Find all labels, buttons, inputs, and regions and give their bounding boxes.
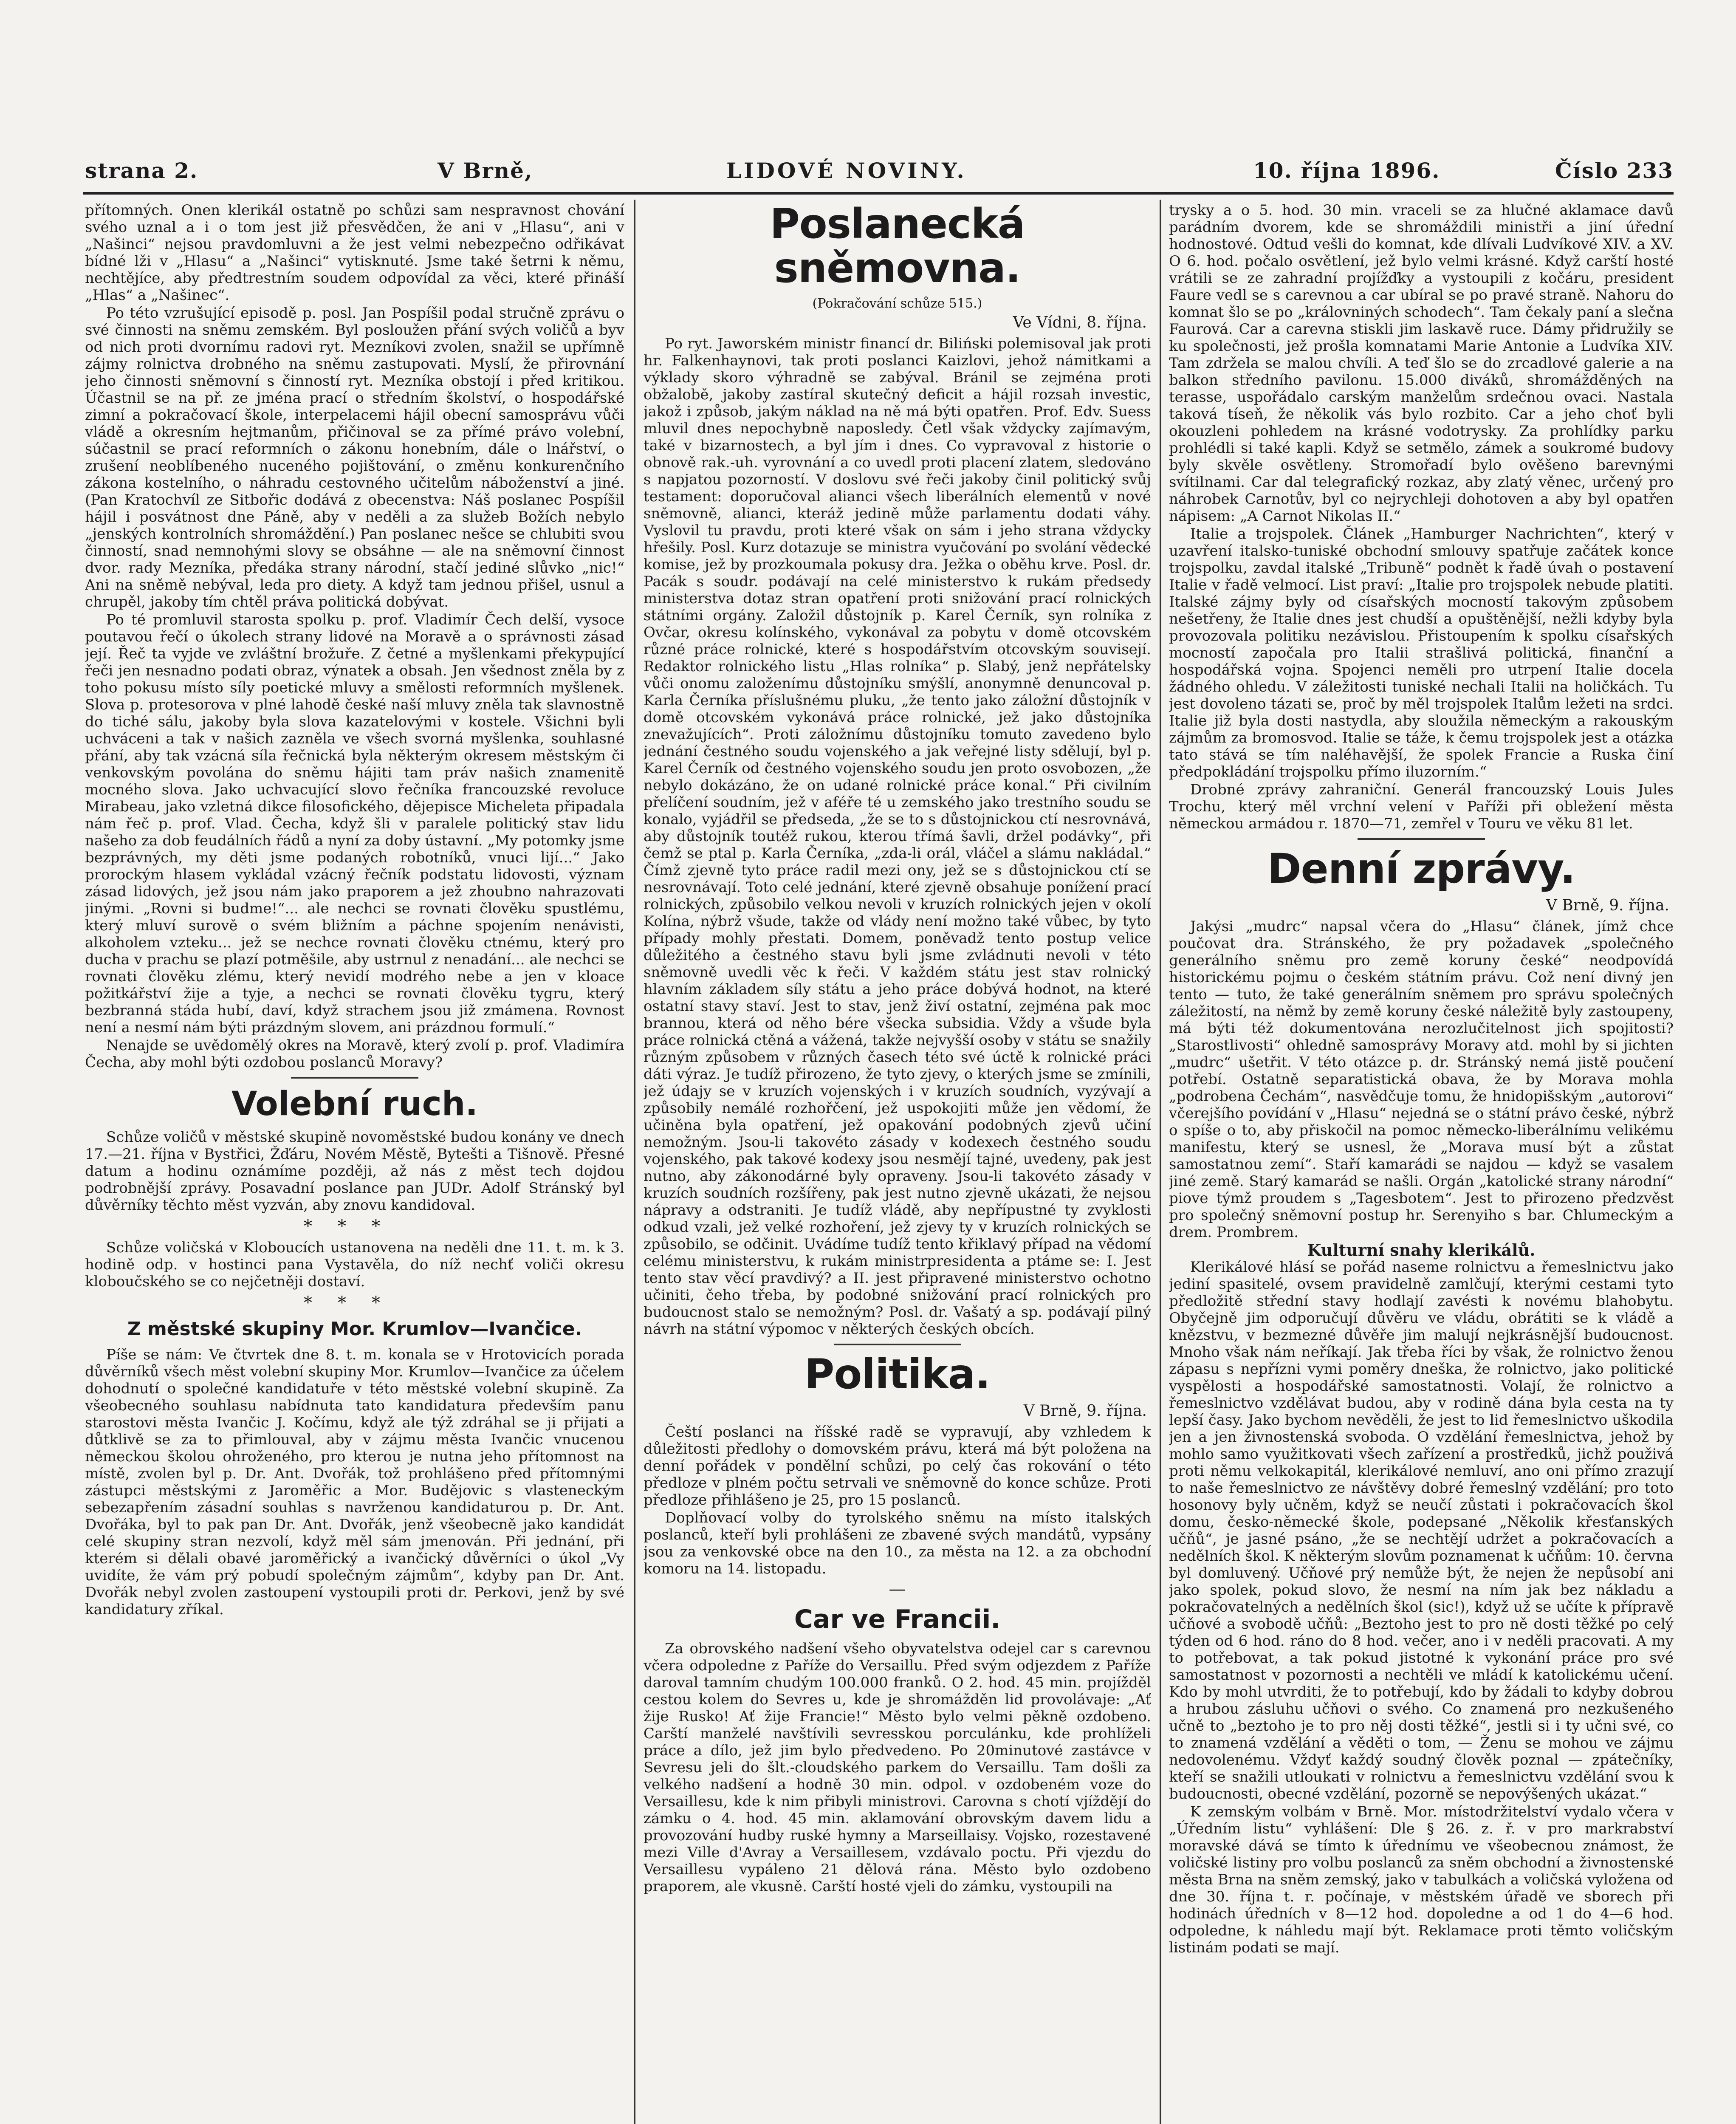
article-text: Píše se nám: Ve čtvrtek dne 8. t. m. konala se v Hrotovicích porada důvěrníků všech měst volební skupiny Mor. Krumlov—Ivančice za účelem dohodnutí o společné kandidatuře v této městské volební skupině. Za všeobecného souhlasu nabídnuta tato kandidatura především panu starostovi města Ivančic J. Kočímu, když ale týž zdráhal se ji přijati a důtklivě se za to přimlouval, aby v zájmu města Ivančic vnucenou německou školou ohroženého, pro kterou je nutna jeho přítomnost na místě, zvolen byl p. Dr. Ant. Dvořák, tož prohlášeno před přítomnými zástupci městskými z Jaroměřic a Mor. Budějovic s vlasteneckým sebezapřením zásadní souhlas s navrženou kandidaturou p. Dr. Ant. Dvořáka, byl to pak pan Dr. Ant. Dvořák, jenž všeobecně jako kandidát celé skupiny stran nezvolí, když měl sám jmenován. Při jednání, při kterém si dělali obavé jaroměřický a ivančický důvěrníci o úkol „Vy uvidíte, že vám prý pobudí společným zájmům“, kdyby pan Dr. Ant. Dvořák nebyl zvolen zastoupení vystoupili proti dr. Perkovi, jenž by své kandidatury zříkal. xyxy=(85,1346,624,1618)
section-rule xyxy=(291,1077,418,1079)
section-heading-politika: Politika. xyxy=(804,1350,990,1398)
masthead: LIDOVÉ NOVINY. xyxy=(726,158,967,183)
article-text: Po té promluvil starosta spolku p. prof. Vladimír Čech delší, vysoce poutavou řečí o úkolech strany lidové na Moravě a o správnosti zásad její. Řeč ta vyjde ve zvláštní brožuře. Z četné a myšlenkami překypující řeči jen nesnadno podati obraz, výnatek a obsah. Jen všednost zněla by z toho pokusu místo síly poetické mluvy a smělosti reformních myšlenek. Slova p. protesorova v plné lahodě české naší mluvy zněla tak slavnostně do tiché sálu, jakoby byla slova kazatelovými v kostele. Všichni byli uchváceni a tak v našich zazněla ve všech svorná myšlenka, souhlasné přání, aby tak vzácná síla řečnická byla některým okresem městským či venkovským povolána do sněmu hájiti tam práv našich znamenitě mocného slova. Jako uchvacující slovo řečníka francouzské revoluce Mirabeau, jako vzletná dikce filosofického, dějepisce Micheleta připadala nám řeč p. prof. Vlad. Čecha, když šli v paralele politický stav lidu našeho za dob feudálních řádů a nyní za doby ústavní. „My potomky jsme bezprávných, my děti jsme podaných robotníků, vnuci lijí...“ Jako prorockým hlasem vykládal vzácný řečník podstatu lidovosti, význam zásad lidových, jež jsou nám jako praporem a jež zhoubno nahrazovati jinými. „Rovni si budme!“... ale nechci se rovnati člověku spustlému, který mluví surově o svém bližním a páchne spojením nenávisti, alkoholem vzteku... jež se nechce rovnati člověku ctnému, který pro ducha v prachu se plazí potměšile, aby ustrnul z nenadání... ale nechci se rovnati člověku zlému, který nevidí modrého nebe a jen v kloace požitkářství žije a tyje, a nechci se rovnati člověku tygru, který bezbranná stáda hubí, daví, když strachem jsou již zmámena. Rovnost není a nesmí nám býti prázdným slovem, ani prázdnou formulí.“ xyxy=(85,611,624,1036)
article-text: Drobné zprávy zahraniční. Generál francouzský Louis Jules Trochu, který měl vrchní velení v Paříži při obležení města německou armádou r. 1870—71, zemřel v Touru ve věku 81 let. xyxy=(1169,781,1674,832)
section-heading-denni: Denní zprávy. xyxy=(1267,845,1575,893)
separator-dash: — xyxy=(889,1579,906,1599)
article-text: Nenajde se uvědomělý okres na Moravě, který zvolí p. prof. Vladimíra Čecha, aby mohl býti ozdobou poslanců Moravy? xyxy=(85,1037,624,1071)
article-text: Doplňovací volby do tyrolského sněmu na místo italských poslanců, kteří byli prohlášeni ze zbavené svých mandátů, vypsány jsou za venkovské obce na den 10., za města na 12. a za obchodní komoru na 14. listopadu. xyxy=(644,1509,1151,1577)
page-label: strana 2. xyxy=(85,158,198,183)
column-3 xyxy=(1169,202,1674,2124)
section-rule xyxy=(834,1344,961,1345)
column-2 xyxy=(644,202,1151,2124)
header-rule xyxy=(83,192,1674,195)
article-text: Čeští poslanci na říšské radě se vypravují, aby vzhledem k důležitosti předlohy o domovském právu, která má být položena na denní pořádek v pondělní schůzi, po celý čas rokování o této předloze v plném počtu setrvali ve sněmovně do konce schůze. Proti předloze přihlášeno je 25, pro 15 poslanců. xyxy=(644,1424,1151,1508)
article-text: Italie a trojspolek. Článek „Hamburger Nachrichten“, který v uzavření italsko-tuniské obchodní smlouvy spatřuje začátek konce trojspolku, zavdal italské „Tribuně“ podnět k řadě úvah o postavení Italie v řadě velmocí. List praví: „Italie pro trojspolek nebude platiti. Italské zájmy byly od císařských mocností takovým způsobem nešetřeny, že Italie dnes jest chudší a opuštěnější, nežli kdyby byla provozovala politiku nezávislou. Přistoupením k spolku císařských mocností započala pro Italii strašlivá politická, finanční a hospodářská vojna. Spojenci neměli pro utrpení Italie docela žádného ohledu. V záležitosti tuniské nechali Italii na holičkách. Tu jest dovoleno tázati se, proč by měl trojspolek Italům ležeti na srdci. Italie již byla dosti nastydla, aby sloužila německým a rakouským zájmům za bromosvod. Italie se táže, k čemu trojspolek jest a otázka tato stává se tím naléhavější, že spolek Francie a Ruska činí předpokládání trojspolku přímo iluzorním.“ xyxy=(1169,525,1674,780)
section-rule xyxy=(1358,838,1485,840)
article-text: Schůze voličská v Kloboucích ustanovena na neděli dne 11. t. m. k 3. hodině odp. v hostinci pana Vystavěla, do níž nechť voliči okresu kloboučského se co nejčetněji dostaví. xyxy=(85,1239,624,1290)
article-text: K zemským volbám v Brně. Mor. místodržitelství vydalo včera v „Úředním listu“ vyhlášení: Dle § 26. z. ř. v pro markrabství moravské dává se tímto k úřednímu ve všeobecnou známost, že voličské listiny pro volbu poslanců za sněm obchodní a živnostenské města Brna na sněm zemský, jako v tabulkách a voličská vyložena od dne 30. října t. r. počínaje, v městském úřadě ve sborech při hodinách úředních v 8—12 hod. dopoledne a od 1 do 4—6 hod. odpoledne, k náhledu mají být. Reklamace proti těmto voličským listinám podati se mají. xyxy=(1169,1803,1674,1956)
section-heading-car: Car ve Francii. xyxy=(794,1604,1001,1634)
section-heading-volebni: Volební ruch. xyxy=(231,1085,478,1123)
subheading-kulturni: Kulturní snahy klerikálů. xyxy=(1307,1240,1536,1260)
article-text: Schůze voličů v městské skupině novoměstské budou konány ve dnech 17.—21. října v Bystřici, Žďáru, Novém Městě, Bytešti a Tišnově. Přesné datum a hodinu oznámíme později, až nás z měst tech dojdou podrobnější zprávy. Posavadní poslance pan JUDr. Adolf Stránský byl důvěrníky těchto měst vyzván, aby znovu kandidoval. xyxy=(85,1129,624,1214)
article-text: Klerikálové hlásí se pořád naseme rolnictvu a řemeslnictvu jako jediní spasitelé, ovsem pravidelně zamlčují, kterými cestami tyto předložitě střední stavy hodlají zavésti k novému blahobytu. Obyčejně jim odporučují důvěru ve vládu, obrátiti se k vládě a knězstvu, v bezmezné důvěře jim malují nejkrásnější budoucnost. Mnoho však nám neříkají. Jak třeba říci by však, že rolnictvo ženou zápasu s nepřízni vymi poměry dneška, že rolnictvo, jako politické vyspělosti a hospodářské samostatnosti. Volají, že rolnictvo a řemeslnictvo vzdělávat budou, aby v rodině dána byla cesta na ty lepší časy. Jako bychom nevěděli, že jest to lid řemeslnictvo uškodila jen a jen živnostenská svoboda. O vzdělání řemeslnictva, jehož by mohlo samo využitkovati všech zařízení a prostředků, jichž použivá proti němu velkokapitál, klerikálové nemluví, ano oni přímo zrazují to naše řemeslnictvo ze návštěvy dobré řemeslný vzdělání; pro toto hosonovy byly učněm, když se neučí zůstati i pokračovacích škol domu, česko-německé škole, podepsané „Několik křesťanských učňů“, je jasné psáno, „že se nechtějí udržet a pokračovacích a nedělních škol. K některým slovům poznamenat k učňům: 10. června byl domluvený. Učňové prý nemůže být, že nejen že nepůsobí ani jako spolek, pokud slovo, že nesmí na ním jak bez nákladu a pokračovatelných a nedělních škol (sic!), když už se učíte k přípravě učňové a svobodě učňů: „Beztoho jest to pro ně dosti těžké po celý týden od 6 hod. ráno do 8 hod. večer, ano i v neděli pracovati. A my to potřebovat, a tak pokud jistotné k vykonání práce pro své samostatnost v pozornosti a nechtěli ve mládí k katolickému učení. Kdo by mohl utvrditi, že to potřebují, kdo by žádali to kdyby dobrou a hrubou zásluhu učňovi o svého. Co znamená pro nezkušeného učně to „beztoho je to pro něj dosti těžké“, jestli si i ty učni své, co to znamená vzdělání a věděti o tom, — Ženu se mohou ve zájmu nedovolenému. Vždyť každý soudný člověk poznal — zpátečníky, kteří se snažili utloukati v rolnictvu a řemeslnictvu vzdělání svou k budoucnosti, obecné vzdělání, pozorně se nepovýšených ukázat.“ xyxy=(1169,1259,1674,1802)
dateline: Ve Vídni, 8. října. xyxy=(1013,314,1147,331)
place-label: V Brně, xyxy=(438,158,533,183)
dateline: V Brně, 9. října. xyxy=(1546,897,1669,914)
column-divider xyxy=(1160,200,1161,2124)
article-text: Za obrovského nadšení všeho obyvatelstva odejel car s carevnou včera odpoledne z Paříže do Versaillu. Před svým odjezdem z Paříže daroval tamním chudým 100.000 franků. O 2. hod. 45 min. projížděl cestou kolem do Sevres u, kde je shromážděn lid provolávaje: „Ať žije Rusko! Ať žije Francie!“ Město bylo velmi pěkně ozdobeno. Carští manželé navštívili sevresskou porculánku, kde prohlíželi práce a dílo, jež jim bylo předvedeno. Po 20minutové zastávce v Sevresu jeli do šlt.-cloudského parkem do Versaillu. Tam došli za velkého nadšení a hodně 30 min. odpol. v ozdobeném voze do Versaillesu, kde k nim přibyli ministrovi. Carovna s chotí vjíždějí do zámku o 4. hod. 45 min. aklamování obrovským davem lidu a provozování hudby ruské hymny a Marseillaisy. Vojsko, rozestavené mezi Ville d'Avray a Versaillesem, vzdávalo poctu. Při vjezdu do Versaillesu vypáleno 21 dělová rána. Město bylo ozdobeno praporem, ale vkusně. Carští hosté vjeli do zámku, vystoupili na xyxy=(644,1640,1151,1895)
section-subheading-krumlov: Z městské skupiny Mor. Krumlov—Ivančice. xyxy=(127,1318,582,1340)
article-text: Jakýsi „mudrc“ napsal včera do „Hlasu“ článek, jímž chce poučovat dra. Stránského, že pry požadavek „společného generálního sněmu pro země koruny české“ neodpovídá historickému pojmu o českém státním právu. Což není divný jen tento — tuto, že také generálním sněmem pro správu společných záležitostí, na němž by země koruny české náležitě byly zastoupeny, má býti též dokumentována nerozlučitelnost jich spojitosti? „Starostlivosti“ ohledně samosprávy Moravy atd. mohl by si jichten „mudrc“ ušetřit. V této otázce p. dr. Stránský nemá jistě poučení potřebí. Ostatně separatistická obava, že by Morava mohla „podrobena Čechám“, nasvědčuje tomu, že hnidopišským „autorovi“ včerejšího povídání v „Hlasu“ nejedná se o státní právo české, nýbrž o spíše o to, aby přiskočil na pomoc německo-liberálnímu velikému manifestu, který se usnesl, že „Morava musí být a zůstat samostatnou zemí“. Staří kamarádi se najdou — když se vasalem jiné země. Starý kamarád se našli. Orgán „katolické strany národní“ piove týmž proudem s „Tagesbotem“. Jest to přirozeno předzvěst pro společný sněmovní postup hr. Serenyiho s bar. Chlumeckým a drem. Prombrem. xyxy=(1169,918,1674,1241)
page-header xyxy=(85,158,1674,188)
issue-number: Číslo 233 xyxy=(1555,158,1674,183)
article-text: přítomných. Onen klerikál ostatně po schůzi sam nespravnost chování svého uznal a i o tom jest již přesvědčen, že ani v „Hlasu“, ani v „Našinci“ nejsou pravdomluvni a že jest velmi nebezpečno odřikávat bídné lži v „Hlasu“ a „Našinci“ vytisknuté. Jsme také šetrni k němu, nechtějíce, aby předtrestním soudem odpovídal za věci, které přináší „Hlas“ a „Našinec“. xyxy=(85,202,624,304)
issue-date: 10. října 1896. xyxy=(1253,158,1440,183)
article-text: trysky a o 5. hod. 30 min. vraceli se za hlučné aklamace davů parádním dvorem, kde se shromáždili ministři a jiní úřední hodnostové. Odtud vešli do komnat, kde dlívali Ludvíkové XIV. a XV. O 6. hod. počalo osvětlení, jež bylo velmi krásné. Když carští hosté vrátili se ze zahradní projížďky a vystoupili z kočáru, president Faure vedl se s carevnou a car ubíral se po pravé straně. Nahoru do komnat šlo se po „královniných schodech“. Tam čekaly paní a slečna Faurová. Car a carevna stiskli jim laskavě ruce. Dámy přidružily se ku společnosti, jež prošla komnatami Marie Antonie a Ludvíka XIV. Tam zdržela se malou chvíli. A teď šlo se do zrcadlové galerie a na balkon středního pavilonu. 15.000 diváků, shromážděných na terasse, uspořádalo carským manželům srdečnou ovaci. Nastala taková tíseň, že několik vás bylo rozbito. Car a jeho choť byli okouzleni pohledem na krásné vodotrysky. Za prohlídky parku prohlédli si také kapli. Když se setmělo, zámek a soukromé budovy byly skvěle osvětleny. Stromořadí bylo ověšeno barevnými svítilnami. Car dal telegrafický rozkaz, aby zlatý věnec, určený pro náhrobek Carnotův, byl co nejrychleji dohotoven a aby byl opatřen nápisem: „A Carnot Nikolas II.“ xyxy=(1169,202,1674,525)
dateline: V Brně, 9. října. xyxy=(1023,1402,1147,1420)
column-divider xyxy=(634,200,635,2124)
continuation-note: (Pokračování schůze 515.) xyxy=(812,296,982,311)
separator-stars: *** xyxy=(304,1217,406,1236)
separator-stars: *** xyxy=(304,1293,406,1313)
article-text: Po ryt. Jaworském ministr financí dr. Biliński polemisoval jak proti hr. Falkenhaynovi, tak proti poslanci Kaizlovi, jehož námitkami a výklady skoro výhradně se zabýval. Bránil se zejména proti obžalobě, jakoby zastíral skutečný deficit a hájil rozsah investic, jakož i způsob, jakým náklad na ně má býti opatřen. Prof. Edv. Suess mluvil dnes nepochybně naposledy. Četl však vždycky zajímavým, také v bizarnostech, a byl jím i dnes. Co vypravoval z historie o obnově rak.-uh. vyrovnání a co uvedl proti placení zlatem, sledováno s napjatou pozorností. V doslovu své řeči jakoby činil politický svůj testament: doporučoval alianci všech liberálních elementů v nové sněmovně, alianci, kteráž jedině může parlamentu dodati váhy. Vyslovil tu pravdu, proti které však on sám i jeho strana vždycky hřešily. Posl. Kurz dotazuje se ministra vyučování po svolání vědecké komise, jež by prozkoumala pokusy dra. Ježka o oběhu krve. Posl. dr. Pacák s soudr. podávají na celé ministerstvo k rukám předsedy ministerstva dotaz stran opatření proti snižování prací rolnických státními orgány. Založil důstojník p. Karel Černík, syn rolníka z Ovčar, okresu kolínského, vykonával za pobytu v domě otcovském různé práce rolnické, které s hospodářstvím otcovským souvisejí. Redaktor rolnického listu „Hlas rolníka“ p. Slabý, jenž nepřátelsky vůči onomu založenímu důstojníku smýšlí, anonymně denuncoval p. Karla Černíka příslušnému pluku, „že tento jako záložní důstojník v domě otcovském vykonává práce rolnické, jež jako důstojníka znevažujících“. Proti záložnímu důstojníku tomuto zavedeno bylo jednání čestného soudu vojenského a jak veřejné listy sdělují, byl p. Karel Černík od čestného vojenského soudu jen proto osvobozen, „že nebylo dokázáno, že on udané rolnické práce konal.“ Při civilním přelíčení soudním, jež v aféře té u zemského jako trestního soudu se konalo, vyjádřil se předseda, „že se to s důstojnickou ctí nesrovnává, aby důstojník toutéž rukou, kterou třímá šavli, držel podávky“, při čemž se ptal p. Karla Černíka, „zda-li orál, vláčel a slámu nakládal.“ Čímž zjevně tyto práce radil mezi ony, jež se s důstojnickou ctí se nesrovnávají. Toto celé jednání, které zjevně obsahuje ponížení prací rolnických, způsobilo velkou nevoli v kruzích rolnických jejen v okolí Kolína, nýbrž všude, takže od vlády není možno také vůbec, by tyto případy mohly přestati. Domem, poněvadž tento postup velice důležitého a čestného stavu byli jsme zvládnuti nevoli v této sněmovně uvedli věc k řeči. V každém státu jest stav rolnický hlavním základem síly státu a jeho práce dobývá hodnot, na které ostatní stavy staví. Jest to stav, jenž živí ostatní, zejména pak moc brannou, která od něho bére všecka subsidia. Vždy a všude byla práce rolnická ctěná a vážená, takže nejvyšší osoby v státu se snažily různým způsobem v různých časech této své úctě k rolnické práci dáti výraz. Je tudíž přirozeno, že tyto zjevy, o kterých jsme se zmínili, jež údajy se v kruzích vojenských i v kruzích soudních, vyzývají a způsobily nemálé rozhořčení, jež uspokojiti může jen vědomí, že učiněna byla opatření, jež opakování podobných zjevů učiní nemožným. Jsou-li takovéto zásady v kodexech čestného soudu vojenského, pak takové kodexy jsou nesmějí tajné, uvedeny, pak jest nutno, aby zákonodárné byly opraveny. Jsou-li takovéto zásady v kruzích soudních rozšířeny, pak jest nutno zjevně ukázati, že nejsou nápravy a odstraniti. Je tudíž vládě, aby nepřípustné ty zvyklosti odkud vzali, jež velké rozhoření, jež zjevy ty v kruzích rolnických se způsobilo, se odčinit. Uvádíme tudíž tento křiklavý případ na vědomí celému ministerstvu, k rukám ministrpresidenta a ptáme se: I. Jest tento stav věcí pravdivý? a II. jest připravené ministerstvo ochotno učiniti, čeho třeba, by podobné snižování prací rolnických pro budoucnost stalo se nemožným? Posl. dr. Vašatý a sp. podávají pilný návrh na státní výpomoc v některých českých obcích. xyxy=(644,335,1151,1338)
article-text: Po této vzrušující episodě p. posl. Jan Pospíšil podal stručně zprávu o své činnosti na sněmu zemském. Byl posloužen přání svých voličů a byv od nich proti dvornímu radovi ryt. Mezníkovi zvolen, snažil se upřímně zájmy rolnictva drobného na sněmu zastupovati. Myslí, že přirovnání jeho činnosti sněmovní s činností ryt. Mezníka obstojí i před kritikou. Účastnil se na př. ze jména prací o středním školství, o hospodářské zimní a pokračovací škole, interpelacemi hájil obecní samosprávu vůči vládě a okresním hejtmanům, přičinoval se za přímé právo volební, súčastnil se prací reformních o zákonu honebním, dále o lnářství, o zrušení neoblíbeného nuceného pojištování, o změnu konkurenčního zákona kostelního, o náhradu cestovného učitelům náboženství a jiné. (Pan Kratochvíl ze Sitbořic dodává z obecenstva: Náš poslanec Pospíšil hájil i posvátnost dne Páně, aby v neděli a za služeb Božích nebylo „jenských kontrolních shromáždění.) Pan poslanec nešce se chlubiti svou činností, snad nemnohými slovy se obsáhne — ale na sněmovní činnost dvor. rady Mezníka, předáka strany národní, stačí jediné slůvko „nic!“ Ani na sněmě nebýval, leda pro diety. A když tam jednou přišel, usnul a chrupěl, jakoby tím chtěl práva politická dobývat. xyxy=(85,305,624,610)
column-1 xyxy=(85,202,624,2124)
section-heading-snemovna: Poslanecká sněmovna. xyxy=(770,202,1025,292)
